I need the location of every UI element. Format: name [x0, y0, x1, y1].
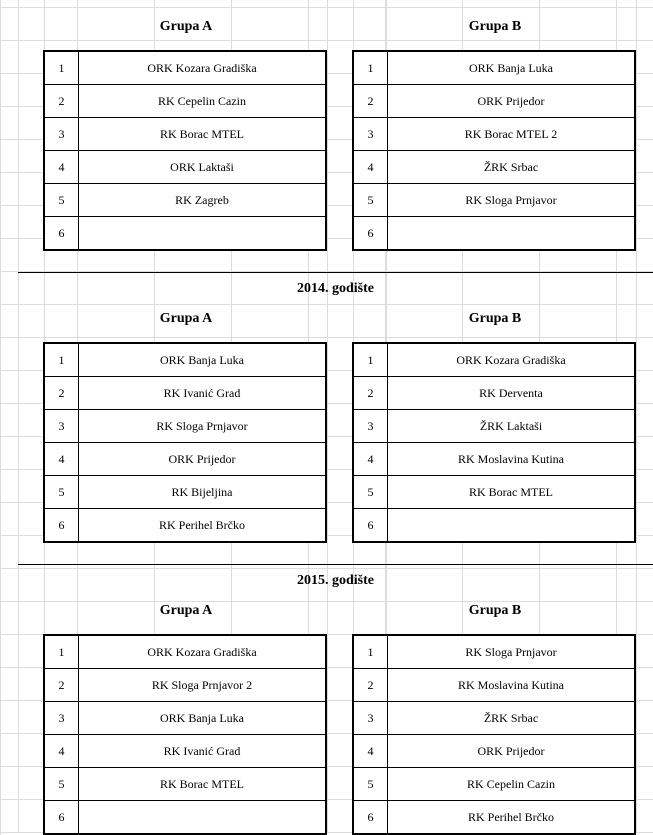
- table-row: [44, 635, 326, 669]
- row-number: 5: [353, 184, 388, 217]
- table-row: [353, 768, 635, 801]
- grid-column-line: [18, 0, 19, 833]
- row-number: 1: [353, 343, 388, 377]
- team-cell: RK Ivanić Grad: [79, 377, 327, 410]
- team-cell: ORK Banja Luka: [79, 343, 327, 377]
- table-row: [44, 669, 326, 702]
- row-number: 4: [44, 151, 79, 184]
- table-row: [353, 702, 635, 735]
- table-row: [44, 377, 326, 410]
- team-cell: ŽRK Laktaši: [388, 410, 636, 443]
- team-cell: RK Borac MTEL 2: [388, 118, 636, 151]
- table-row: [44, 735, 326, 768]
- row-number: 1: [44, 51, 79, 85]
- group-a-table: [43, 50, 327, 251]
- row-number: 5: [353, 476, 388, 509]
- table-row: [44, 51, 326, 85]
- table-row: [353, 151, 635, 184]
- team-cell: [79, 217, 327, 251]
- group-a-title: Grupa A: [159, 19, 213, 34]
- table-row: [353, 184, 635, 217]
- row-number: 4: [44, 443, 79, 476]
- table-row: [44, 443, 326, 476]
- group-b-table: [352, 342, 636, 543]
- row-number: 1: [353, 51, 388, 85]
- team-cell: [388, 509, 636, 543]
- team-cell: [388, 217, 636, 251]
- group-b-table: [352, 50, 636, 251]
- team-cell: RK Cepelin Cazin: [79, 85, 327, 118]
- team-cell: RK Borac MTEL: [79, 768, 327, 801]
- row-number: 2: [44, 669, 79, 702]
- group-a-table: [43, 342, 327, 543]
- row-number: 2: [353, 85, 388, 118]
- table-row: [44, 509, 326, 543]
- team-cell: RK Borac MTEL: [79, 118, 327, 151]
- team-cell: RK Bijeljina: [79, 476, 327, 509]
- table-row: [353, 735, 635, 768]
- row-number: 2: [44, 377, 79, 410]
- group-a-title: Grupa A: [159, 311, 213, 326]
- team-cell: RK Moslavina Kutina: [388, 669, 636, 702]
- row-number: 6: [353, 801, 388, 835]
- team-cell: RK Zagreb: [79, 184, 327, 217]
- team-cell: ŽRK Srbac: [388, 151, 636, 184]
- table-row: [353, 51, 635, 85]
- team-cell: RK Sloga Prnjavor: [388, 184, 636, 217]
- row-number: 1: [44, 343, 79, 377]
- table-row: [353, 343, 635, 377]
- row-number: 3: [44, 410, 79, 443]
- table-row: [44, 410, 326, 443]
- row-number: 2: [353, 669, 388, 702]
- table-row: [44, 768, 326, 801]
- table-row: [353, 801, 635, 835]
- row-number: 4: [353, 443, 388, 476]
- row-number: 5: [44, 476, 79, 509]
- row-number: 6: [353, 509, 388, 543]
- team-cell: ORK Laktaši: [79, 151, 327, 184]
- row-number: 3: [44, 702, 79, 735]
- team-cell: RK Cepelin Cazin: [388, 768, 636, 801]
- row-number: 2: [353, 377, 388, 410]
- row-number: 4: [44, 735, 79, 768]
- row-number: 6: [44, 801, 79, 835]
- table-row: [44, 184, 326, 217]
- row-number: 4: [353, 151, 388, 184]
- row-number: 5: [44, 184, 79, 217]
- row-number: 1: [44, 635, 79, 669]
- team-cell: RK Sloga Prnjavor 2: [79, 669, 327, 702]
- row-number: 6: [44, 217, 79, 251]
- group-b-title: Grupa B: [468, 311, 522, 326]
- group-a-title: Grupa A: [159, 603, 213, 618]
- team-cell: [79, 801, 327, 835]
- team-cell: ORK Kozara Gradiška: [388, 343, 636, 377]
- team-cell: ORK Prijedor: [388, 735, 636, 768]
- team-cell: ORK Banja Luka: [79, 702, 327, 735]
- table-row: [44, 476, 326, 509]
- team-cell: ORK Banja Luka: [388, 51, 636, 85]
- team-cell: RK Borac MTEL: [388, 476, 636, 509]
- grid-column-line: [327, 0, 328, 833]
- row-number: 6: [44, 509, 79, 543]
- team-cell: ORK Kozara Gradiška: [79, 51, 327, 85]
- section-year-title: 2015. godište: [297, 573, 374, 588]
- table-row: [44, 151, 326, 184]
- row-number: 5: [353, 768, 388, 801]
- grid-column-line: [636, 0, 637, 833]
- table-row: [44, 702, 326, 735]
- team-cell: RK Sloga Prnjavor: [388, 635, 636, 669]
- table-row: [353, 410, 635, 443]
- team-cell: ORK Prijedor: [388, 85, 636, 118]
- row-number: 4: [353, 735, 388, 768]
- group-b-table: [352, 634, 636, 835]
- team-cell: RK Derventa: [388, 377, 636, 410]
- row-number: 3: [353, 702, 388, 735]
- table-row: [44, 118, 326, 151]
- team-cell: RK Perihel Brčko: [388, 801, 636, 835]
- table-row: [353, 118, 635, 151]
- section-year-title: 2014. godište: [297, 281, 374, 296]
- row-number: 5: [44, 768, 79, 801]
- team-cell: ORK Prijedor: [79, 443, 327, 476]
- team-cell: RK Sloga Prnjavor: [79, 410, 327, 443]
- team-cell: ŽRK Srbac: [388, 702, 636, 735]
- group-a-table: [43, 634, 327, 835]
- table-row: [353, 476, 635, 509]
- table-row: [353, 443, 635, 476]
- table-row: [44, 217, 326, 251]
- group-b-title: Grupa B: [468, 19, 522, 34]
- row-number: 6: [353, 217, 388, 251]
- team-cell: RK Perihel Brčko: [79, 509, 327, 543]
- row-number: 1: [353, 635, 388, 669]
- table-row: [353, 85, 635, 118]
- row-number: 2: [44, 85, 79, 118]
- table-row: [353, 509, 635, 543]
- group-b-title: Grupa B: [468, 603, 522, 618]
- team-cell: RK Moslavina Kutina: [388, 443, 636, 476]
- table-row: [353, 217, 635, 251]
- table-row: [353, 377, 635, 410]
- row-number: 3: [44, 118, 79, 151]
- row-number: 3: [353, 118, 388, 151]
- team-cell: ORK Kozara Gradiška: [79, 635, 327, 669]
- table-row: [353, 635, 635, 669]
- row-number: 3: [353, 410, 388, 443]
- table-row: [44, 343, 326, 377]
- team-cell: RK Ivanić Grad: [79, 735, 327, 768]
- table-row: [353, 669, 635, 702]
- table-row: [44, 801, 326, 835]
- table-row: [44, 85, 326, 118]
